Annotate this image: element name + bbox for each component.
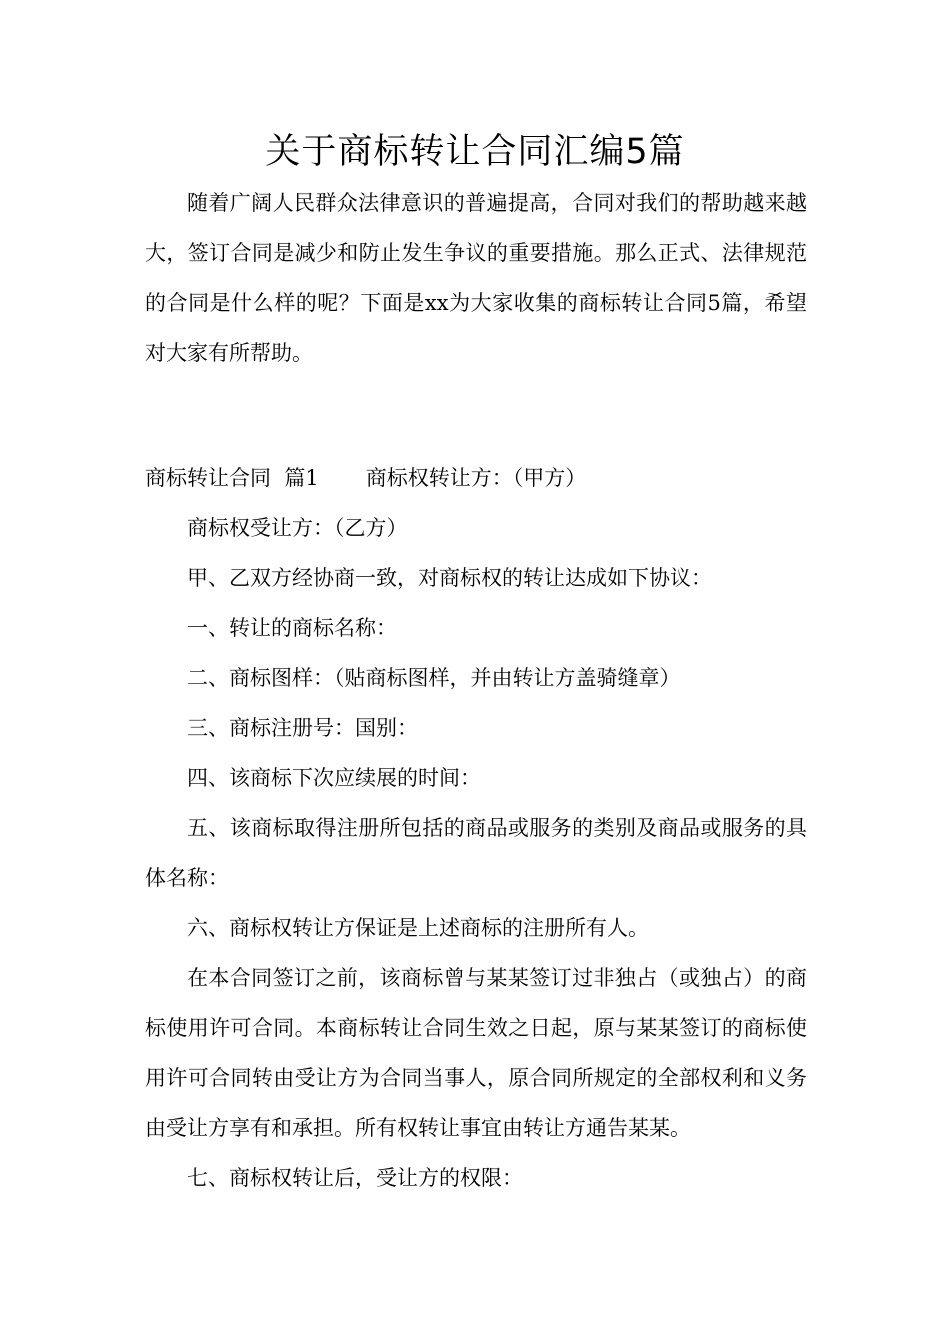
paragraph-gap bbox=[145, 378, 807, 453]
transferor-line: 商标权转让方：（甲方） bbox=[365, 466, 587, 490]
clause-7: 七、商标权转让后，受让方的权限： bbox=[187, 1166, 523, 1190]
intro-paragraph: 随着广阔人民群众法律意识的普遍提高，合同对我们的帮助越来越大，签订合同是减少和防止发生争议的重要措施。那么正式、法律规范的合同是什么样的呢？下面是xx为大家收集的商标转让合同5篇，希望对大家有所帮助。 bbox=[145, 191, 807, 365]
clause-4: 四、该商标下次应续展的时间： bbox=[187, 766, 481, 790]
section-heading: 商标转让合同 篇1 bbox=[145, 466, 319, 490]
clause-6-detail: 在本合同签订之前，该商标曾与某某签订过非独占（或独占）的商标使用许可合同。本商标转让合同生效之日起，原与某某签订的商标使用许可合同转由受让方为合同当事人，原合同所规定的全部权利和义务由受让方享有和承担。所有权转让事宜由转让方通告某某。 bbox=[145, 966, 807, 1140]
document-title: 关于商标转让合同汇编5篇 bbox=[265, 132, 685, 172]
agreement-line: 甲、乙双方经协商一致，对商标权的转让达成如下协议： bbox=[187, 566, 712, 590]
document-body bbox=[145, 178, 807, 1203]
transferee-line: 商标权受让方：（乙方） bbox=[187, 516, 408, 540]
section-heading-line bbox=[145, 453, 807, 503]
clause-3: 三、商标注册号：国别： bbox=[187, 716, 418, 740]
clause-6: 六、商标权转让方保证是上述商标的注册所有人。 bbox=[187, 916, 649, 940]
clause-1: 一、转让的商标名称： bbox=[187, 616, 397, 640]
clause-5: 五、该商标取得注册所包括的商品或服务的类别及商品或服务的具体名称： bbox=[145, 816, 807, 890]
clause-2: 二、商标图样：（贴商标图样，并由转让方盖骑缝章） bbox=[187, 666, 681, 690]
